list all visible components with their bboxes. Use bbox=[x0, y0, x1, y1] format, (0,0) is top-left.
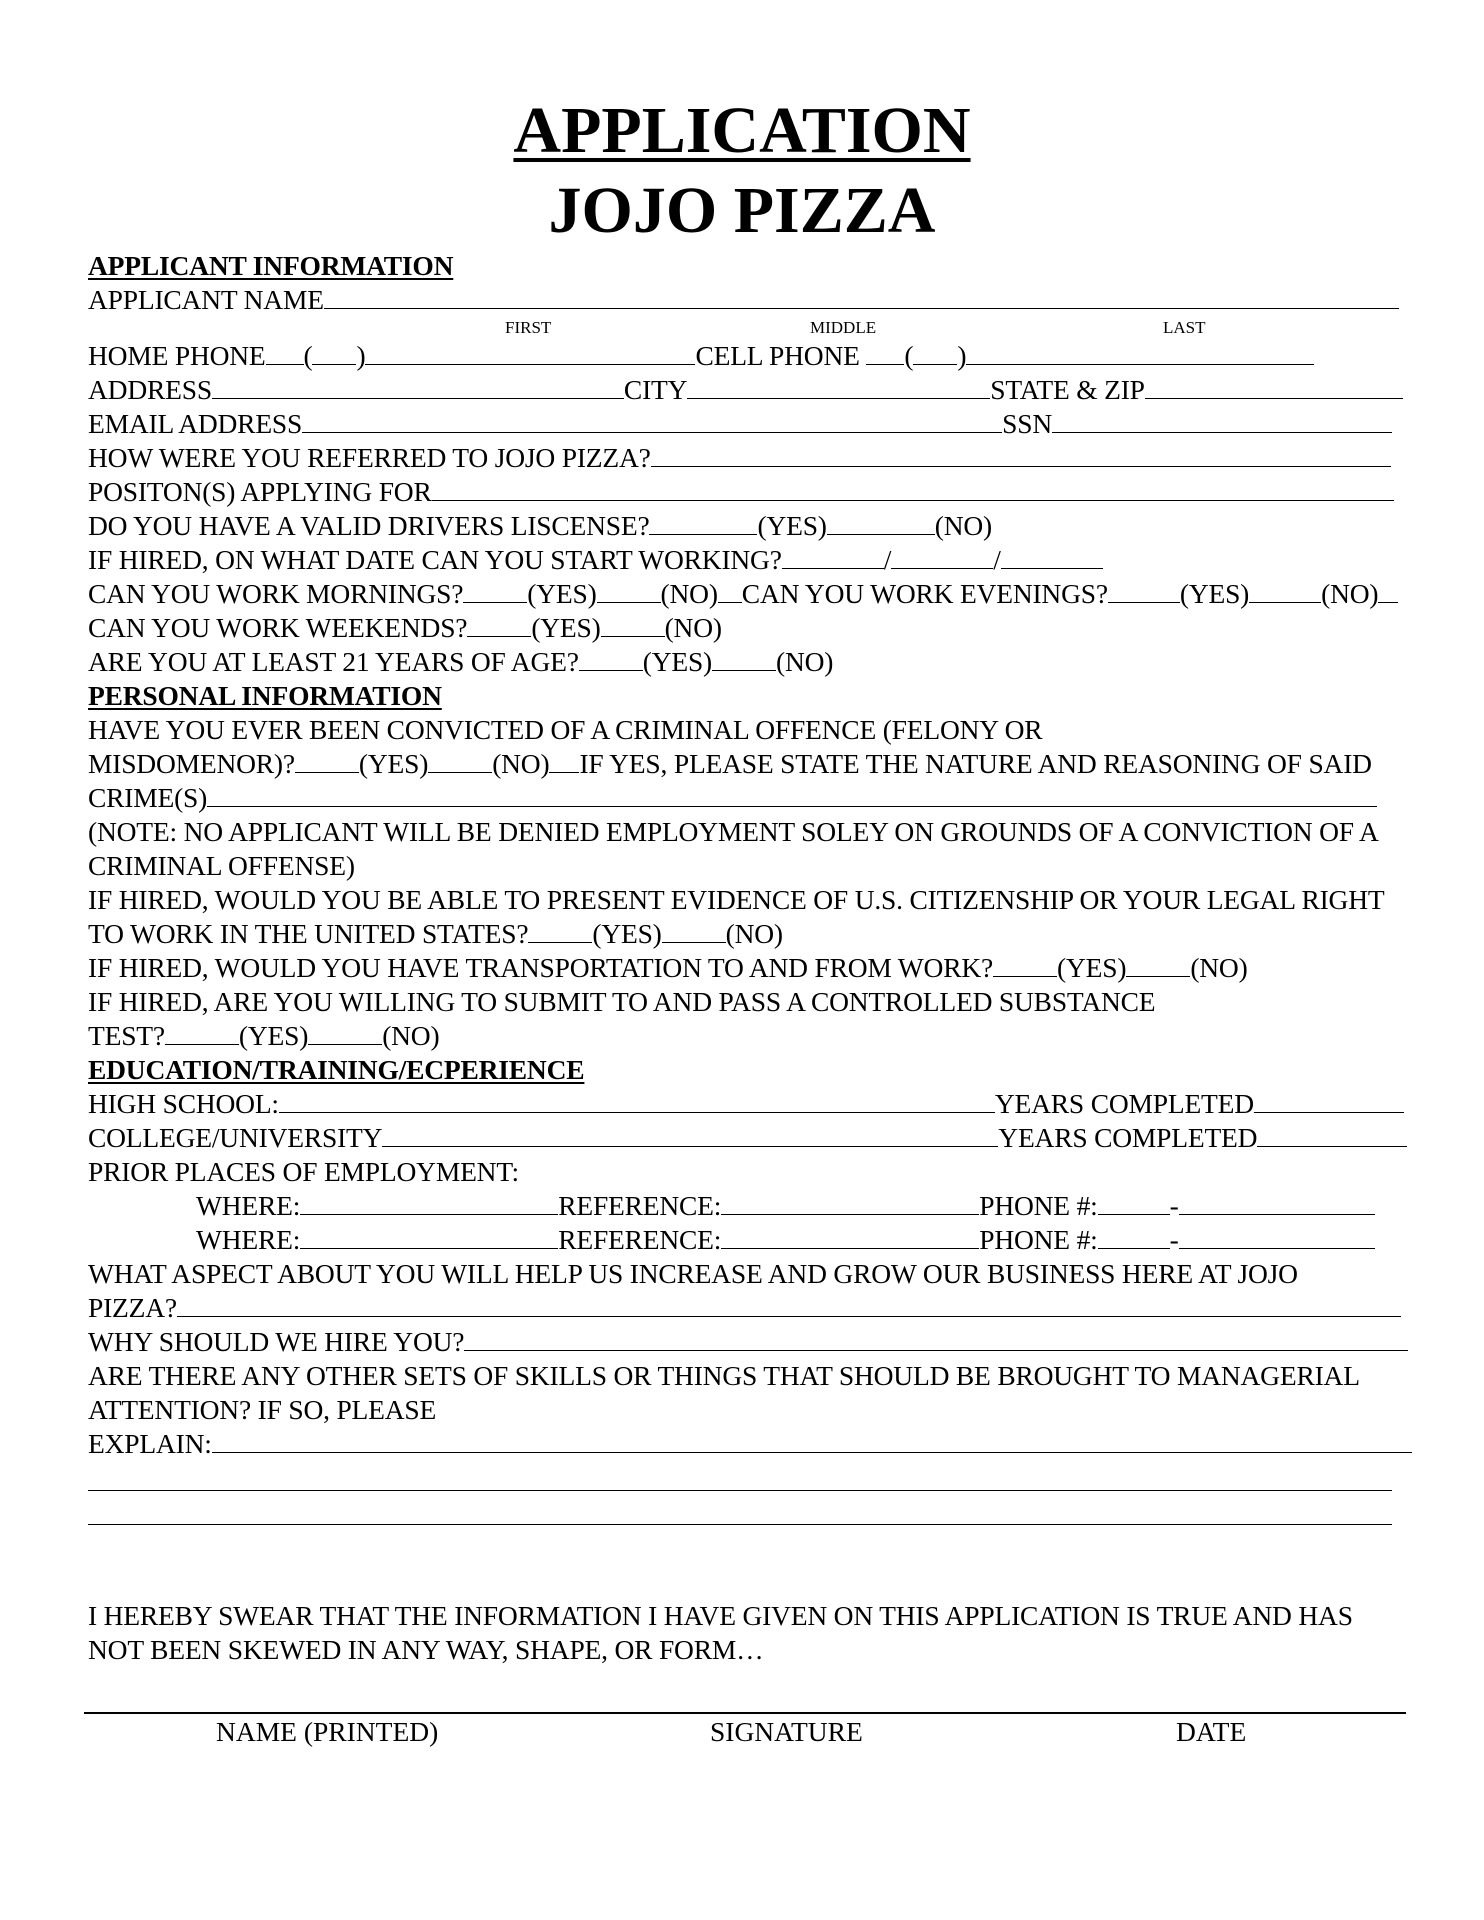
referred-label: HOW WERE YOU REFERRED TO JOJO PIZZA? bbox=[88, 442, 651, 473]
years-completed-label: YEARS COMPLETED bbox=[994, 1088, 1254, 1119]
aspect-label: PIZZA? bbox=[88, 1292, 177, 1323]
drug-test-no-field[interactable] bbox=[308, 1020, 382, 1045]
reference-label: REFERENCE: bbox=[558, 1224, 722, 1255]
explain-row-3 bbox=[88, 1500, 1392, 1532]
no-label: (NO) bbox=[660, 578, 718, 609]
no-label: (NO) bbox=[725, 918, 783, 949]
age-label: ARE YOU AT LEAST 21 YEARS OF AGE? bbox=[88, 646, 579, 677]
start-date-row: IF HIRED, ON WHAT DATE CAN YOU START WORKING? / / bbox=[88, 544, 1103, 576]
date-label: DATE bbox=[1176, 1716, 1247, 1747]
mornings-yes-field[interactable] bbox=[463, 578, 527, 603]
company-name: JOJO PIZZA bbox=[548, 174, 936, 247]
aspect-question-line2 bbox=[88, 1292, 1401, 1324]
age-yes-field[interactable] bbox=[579, 646, 643, 671]
high-school-years-field[interactable] bbox=[1254, 1088, 1404, 1113]
start-year-field[interactable] bbox=[1001, 544, 1103, 569]
oath-line1: I HEREBY SWEAR THAT THE INFORMATION I HAVE GIVEN ON THIS APPLICATION IS TRUE AND HAS bbox=[88, 1600, 1353, 1631]
explain-row bbox=[88, 1428, 1412, 1460]
high-school-row bbox=[88, 1088, 1404, 1120]
address-label: ADDRESS bbox=[88, 374, 212, 405]
referred-row bbox=[88, 442, 1391, 474]
explain-field-line2[interactable] bbox=[88, 1466, 1392, 1491]
skills-question-line2: ATTENTION? IF SO, PLEASE bbox=[88, 1394, 437, 1425]
home-phone-label: HOME PHONE bbox=[88, 340, 266, 371]
email-label: EMAIL ADDRESS bbox=[88, 408, 303, 439]
note-line1: (NOTE: NO APPLICANT WILL BE DENIED EMPLOYMENT SOLEY ON GROUNDS OF A CONVICTION OF A bbox=[88, 816, 1379, 847]
no-label: (NO) bbox=[382, 1020, 440, 1051]
crime-description-row bbox=[88, 782, 1377, 814]
personal-info-heading: PERSONAL INFORMATION bbox=[88, 680, 442, 711]
first-name-sublabel: FIRST bbox=[505, 318, 552, 337]
where-label: WHERE: bbox=[196, 1224, 301, 1255]
yes-label: (YES) bbox=[358, 748, 429, 779]
mornings-evenings-row bbox=[88, 578, 1398, 610]
yes-label: (YES) bbox=[642, 646, 713, 677]
address-row bbox=[88, 374, 1403, 406]
phone-1-number-field[interactable] bbox=[1179, 1190, 1375, 1215]
start-month-field[interactable] bbox=[782, 544, 884, 569]
trailing-blank bbox=[1378, 578, 1398, 603]
applicant-name-label: APPLICANT NAME bbox=[88, 284, 324, 315]
citizenship-line1: IF HIRED, WOULD YOU BE ABLE TO PRESENT EVIDENCE OF U.S. CITIZENSHIP OR YOUR LEGAL RIGHT bbox=[88, 884, 1385, 915]
signature-line[interactable] bbox=[84, 1712, 1406, 1714]
oath-line2: NOT BEEN SKEWED IN ANY WAY, SHAPE, OR FORM… bbox=[88, 1634, 764, 1665]
drug-test-line1: IF HIRED, ARE YOU WILLING TO SUBMIT TO AND PASS A CONTROLLED SUBSTANCE bbox=[88, 986, 1156, 1017]
home-area-code-field[interactable] bbox=[312, 340, 356, 365]
crime-followup-text: IF YES, PLEASE STATE THE NATURE AND REASONING OF SAID bbox=[579, 748, 1372, 779]
drug-test-yes-field[interactable] bbox=[165, 1020, 239, 1045]
weekends-yes-field[interactable] bbox=[467, 612, 531, 637]
employment-row-2: WHERE: REFERENCE: PHONE #: - bbox=[196, 1224, 1375, 1256]
citizenship-question: TO WORK IN THE UNITED STATES? bbox=[88, 918, 529, 949]
evenings-no-field[interactable] bbox=[1249, 578, 1321, 603]
license-label: DO YOU HAVE A VALID DRIVERS LISCENSE? bbox=[88, 510, 650, 541]
transport-question: IF HIRED, WOULD YOU HAVE TRANSPORTATION TO AND FROM WORK? bbox=[88, 952, 994, 983]
crime-label: CRIME(S) bbox=[88, 782, 208, 813]
home-phone-field[interactable] bbox=[365, 340, 695, 365]
phone-1-area-field[interactable] bbox=[1098, 1190, 1170, 1215]
phone-row: HOME PHONE ( ) CELL PHONE ( ) bbox=[88, 340, 1314, 372]
weekends-label: CAN YOU WORK WEEKENDS? bbox=[88, 612, 468, 643]
explain-field[interactable] bbox=[212, 1428, 1412, 1453]
weekends-no-field[interactable] bbox=[601, 612, 665, 637]
address-field[interactable] bbox=[212, 374, 624, 399]
home-phone-gap bbox=[266, 340, 304, 365]
weekends-row bbox=[88, 612, 722, 644]
page-title: APPLICATION bbox=[513, 94, 971, 167]
drug-test-line2 bbox=[88, 1020, 439, 1052]
start-date-label: IF HIRED, ON WHAT DATE CAN YOU START WORKING? bbox=[88, 544, 782, 575]
phone-2-number-field[interactable] bbox=[1179, 1224, 1375, 1249]
position-label: POSITON(S) APPLYING FOR bbox=[88, 476, 432, 507]
phone-label: PHONE #: bbox=[979, 1190, 1098, 1221]
transport-no-field[interactable] bbox=[1126, 952, 1190, 977]
employer-1-field[interactable] bbox=[300, 1190, 558, 1215]
college-label: COLLEGE/UNIVERSITY bbox=[88, 1122, 383, 1153]
applicant-name-row bbox=[88, 284, 1399, 316]
high-school-field[interactable] bbox=[279, 1088, 995, 1113]
college-years-field[interactable] bbox=[1257, 1122, 1407, 1147]
yes-label: (YES) bbox=[1179, 578, 1250, 609]
separator-blank bbox=[718, 578, 742, 603]
separator-blank bbox=[549, 748, 579, 773]
crime-yes-field[interactable] bbox=[295, 748, 359, 773]
no-label: (NO) bbox=[664, 612, 722, 643]
why-hire-label: WHY SHOULD WE HIRE YOU? bbox=[88, 1326, 465, 1357]
age-no-field[interactable] bbox=[712, 646, 776, 671]
skills-question-line1: ARE THERE ANY OTHER SETS OF SKILLS OR THINGS THAT SHOULD BE BROUGHT TO MANAGERIAL bbox=[88, 1360, 1360, 1391]
email-field[interactable] bbox=[302, 408, 1002, 433]
position-row bbox=[88, 476, 1394, 508]
why-hire-field[interactable] bbox=[464, 1326, 1408, 1351]
why-hire-row bbox=[88, 1326, 1408, 1358]
employer-2-field[interactable] bbox=[300, 1224, 558, 1249]
mornings-no-field[interactable] bbox=[597, 578, 661, 603]
email-row bbox=[88, 408, 1392, 440]
citizenship-no-field[interactable] bbox=[662, 918, 726, 943]
transport-yes-field[interactable] bbox=[993, 952, 1057, 977]
signature-label: SIGNATURE bbox=[710, 1716, 863, 1747]
middle-name-sublabel: MIDDLE bbox=[810, 318, 877, 337]
citizenship-yes-field[interactable] bbox=[528, 918, 592, 943]
phone-2-area-field[interactable] bbox=[1098, 1224, 1170, 1249]
reference-label: REFERENCE: bbox=[558, 1190, 722, 1221]
city-label: CITY bbox=[623, 374, 688, 405]
where-label: WHERE: bbox=[196, 1190, 301, 1221]
yes-label: (YES) bbox=[527, 578, 597, 609]
college-field[interactable] bbox=[382, 1122, 998, 1147]
evenings-yes-field[interactable] bbox=[1108, 578, 1180, 603]
last-name-sublabel: LAST bbox=[1163, 318, 1206, 337]
explain-label: EXPLAIN: bbox=[88, 1428, 212, 1459]
explain-field-line3[interactable] bbox=[88, 1500, 1392, 1525]
education-heading: EDUCATION/TRAINING/ECPERIENCE bbox=[88, 1054, 585, 1085]
crime-question-line2 bbox=[88, 748, 1372, 780]
crime-question-line1: HAVE YOU EVER BEEN CONVICTED OF A CRIMINAL OFFENCE (FELONY OR bbox=[88, 714, 1043, 745]
aspect-answer-field[interactable] bbox=[177, 1292, 1401, 1317]
employment-row-1: WHERE: REFERENCE: PHONE #: - bbox=[196, 1190, 1375, 1222]
yes-label: (YES) bbox=[1057, 952, 1127, 983]
cell-phone-label: CELL PHONE bbox=[695, 340, 860, 371]
ssn-label: SSN bbox=[1002, 408, 1052, 439]
applicant-name-field[interactable] bbox=[324, 284, 1399, 309]
reference-2-field[interactable] bbox=[721, 1224, 979, 1249]
ssn-field[interactable] bbox=[1052, 408, 1392, 433]
drug-test-question: TEST? bbox=[88, 1020, 165, 1051]
yes-label: (YES) bbox=[238, 1020, 309, 1051]
no-label: (NO) bbox=[1190, 952, 1248, 983]
state-zip-label: STATE & ZIP bbox=[990, 374, 1145, 405]
name-printed-label: NAME (PRINTED) bbox=[216, 1716, 439, 1747]
citizenship-line2 bbox=[88, 918, 783, 950]
license-no-field[interactable] bbox=[827, 510, 935, 535]
cell-phone-gap bbox=[866, 340, 904, 365]
referred-field[interactable] bbox=[651, 442, 1391, 467]
yes-label: (YES) bbox=[531, 612, 601, 643]
yes-label: (YES) bbox=[592, 918, 662, 949]
start-day-field[interactable] bbox=[891, 544, 993, 569]
phone-label: PHONE #: bbox=[979, 1224, 1098, 1255]
mornings-label: CAN YOU WORK MORNINGS? bbox=[88, 578, 464, 609]
state-zip-field[interactable] bbox=[1145, 374, 1403, 399]
reference-1-field[interactable] bbox=[721, 1190, 979, 1215]
years-completed-label: YEARS COMPLETED bbox=[998, 1122, 1258, 1153]
no-label: (NO) bbox=[1321, 578, 1379, 609]
no-label: (NO) bbox=[934, 510, 993, 541]
position-field[interactable] bbox=[432, 476, 1394, 501]
city-field[interactable] bbox=[687, 374, 990, 399]
cell-area-code-field[interactable] bbox=[913, 340, 957, 365]
no-label: (NO) bbox=[492, 748, 550, 779]
no-label: (NO) bbox=[776, 646, 834, 677]
college-row bbox=[88, 1122, 1407, 1154]
crime-question-text: MISDOMENOR)? bbox=[88, 748, 295, 779]
high-school-label: HIGH SCHOOL: bbox=[88, 1088, 279, 1119]
license-row bbox=[88, 510, 992, 542]
transport-row bbox=[88, 952, 1248, 984]
aspect-question-line1: WHAT ASPECT ABOUT YOU WILL HELP US INCREASE AND GROW OUR BUSINESS HERE AT JOJO bbox=[88, 1258, 1298, 1289]
yes-label: (YES) bbox=[757, 510, 827, 541]
explain-row-2 bbox=[88, 1466, 1392, 1498]
cell-phone-field[interactable] bbox=[966, 340, 1314, 365]
prior-employment-label: PRIOR PLACES OF EMPLOYMENT: bbox=[88, 1156, 520, 1187]
crime-description-field[interactable] bbox=[207, 782, 1377, 807]
license-yes-field[interactable] bbox=[649, 510, 757, 535]
note-line2: CRIMINAL OFFENSE) bbox=[88, 850, 355, 881]
evenings-label: CAN YOU WORK EVENINGS? bbox=[741, 578, 1108, 609]
applicant-info-heading: APPLICANT INFORMATION bbox=[88, 250, 454, 281]
age-row bbox=[88, 646, 833, 678]
crime-no-field[interactable] bbox=[428, 748, 492, 773]
